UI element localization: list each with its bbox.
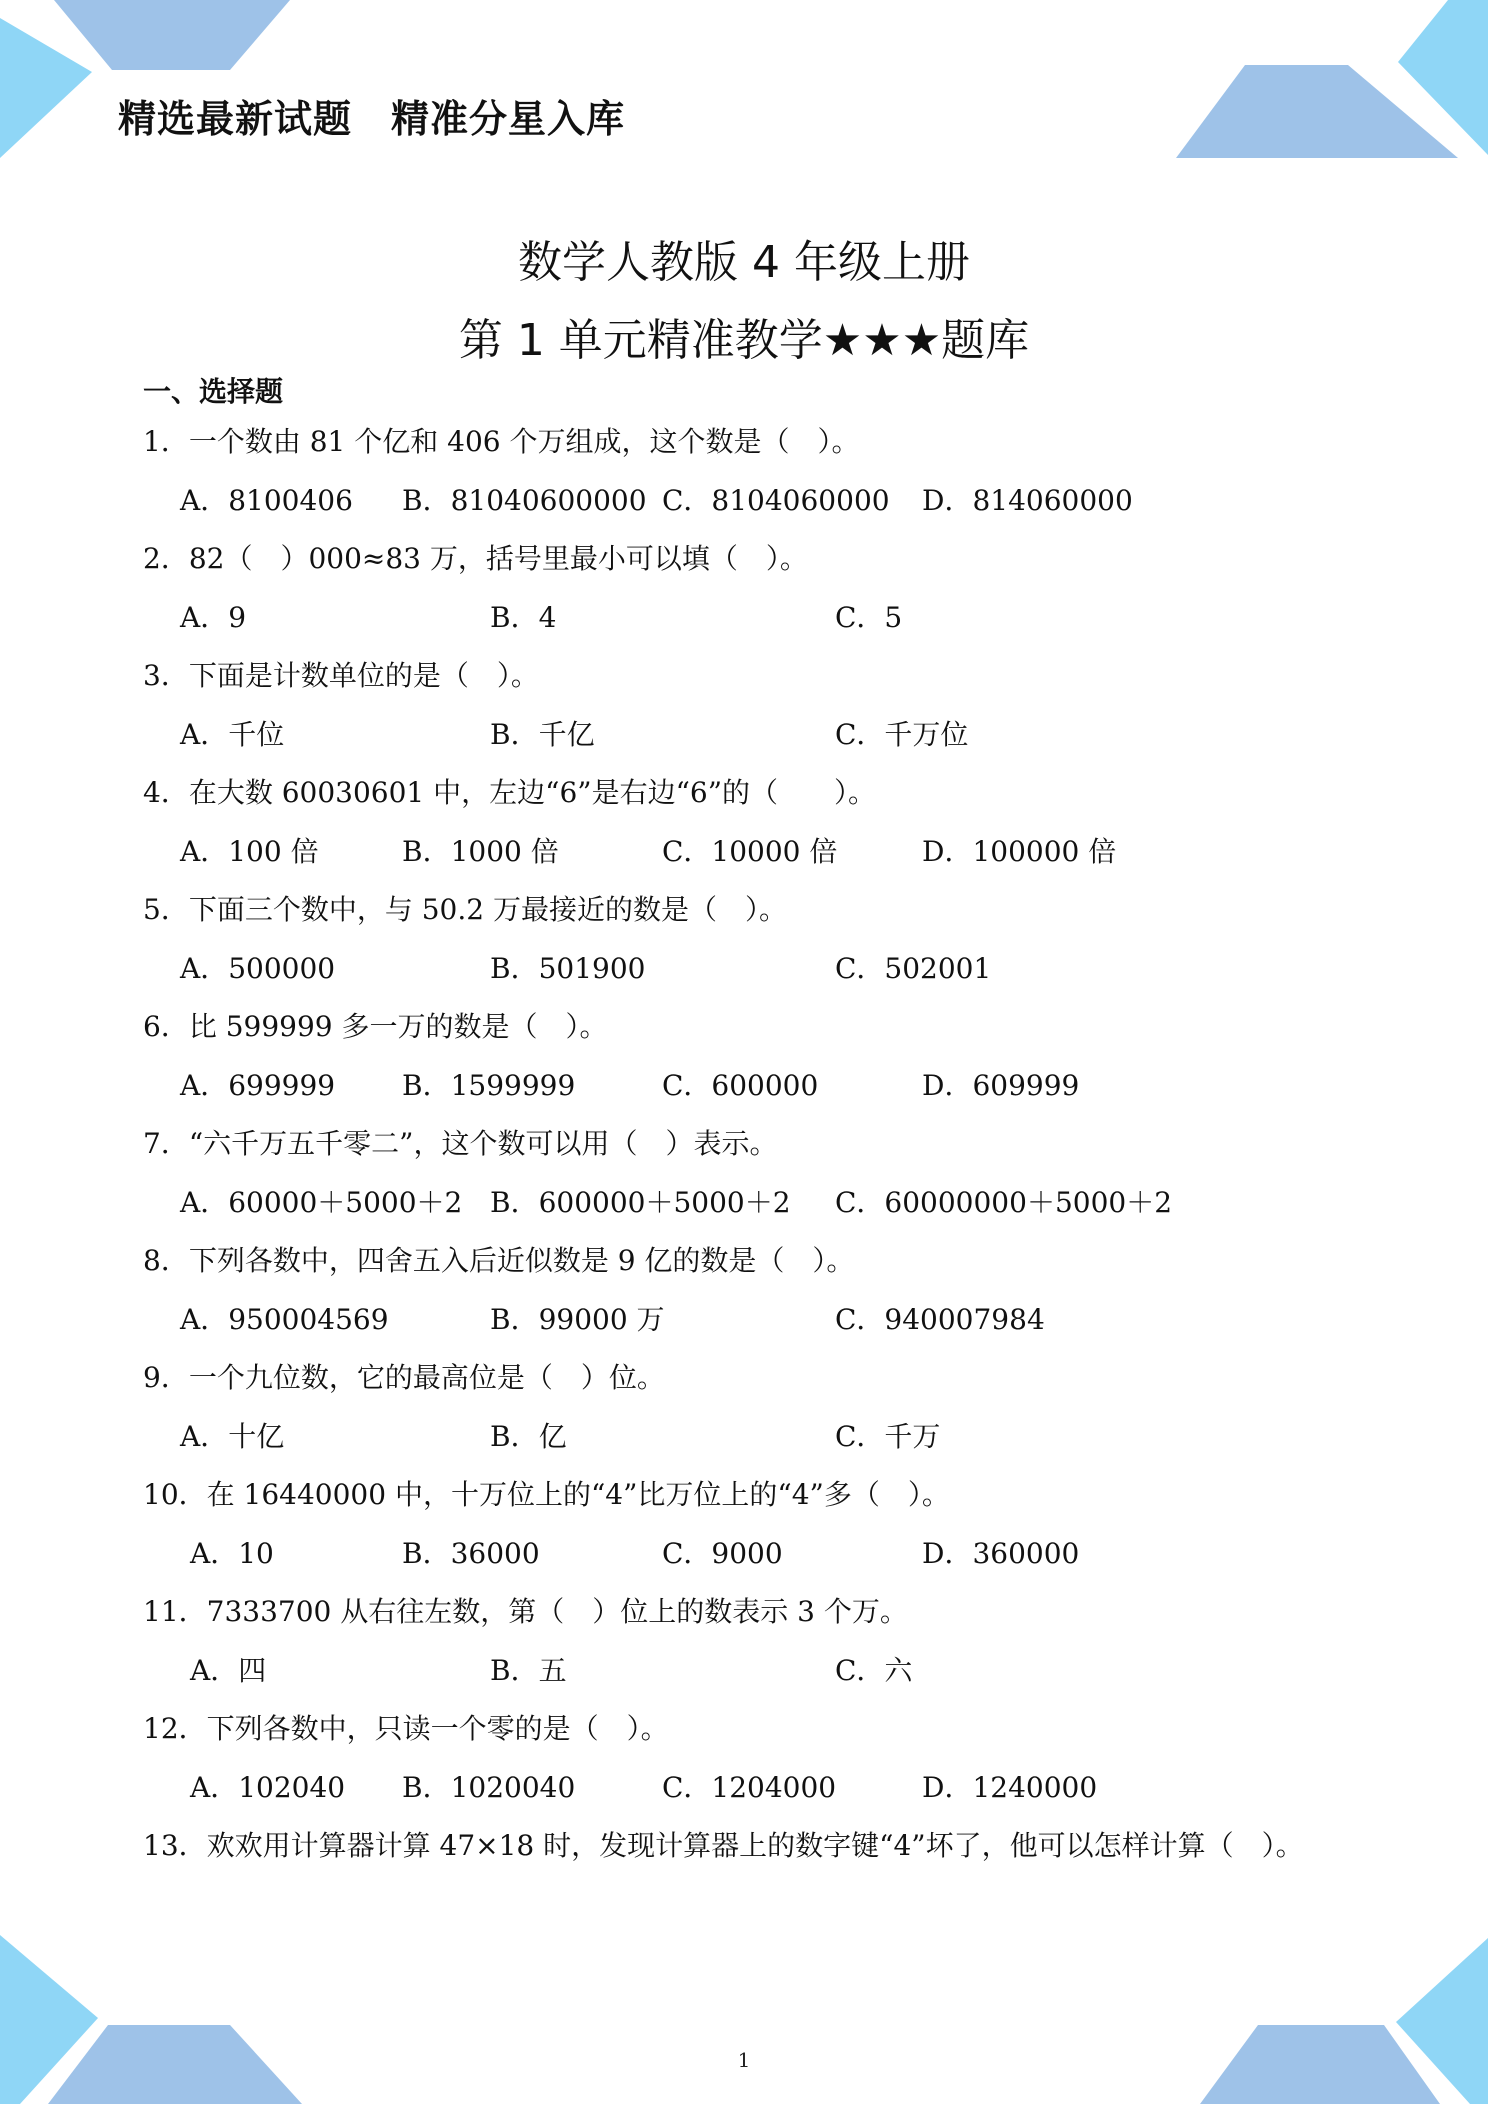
- answer-option: A．四: [190, 1654, 267, 1687]
- answer-option: B．亿: [490, 1420, 567, 1453]
- answer-option: C．8104060000: [662, 484, 890, 517]
- question-stem: 6．比 599999 多一万的数是（ ）。: [143, 1010, 608, 1043]
- answer-option: A．699999: [180, 1069, 336, 1102]
- answer-option: C．600000: [662, 1069, 819, 1102]
- question-stem: 10．在 16440000 中，十万位上的“4”比万位上的“4”多（ ）。: [143, 1478, 950, 1511]
- answer-option: B．36000: [402, 1537, 540, 1570]
- answer-option: C．60000000＋5000＋2: [835, 1186, 1173, 1219]
- answer-option: B．501900: [490, 952, 646, 985]
- answer-option: D．609999: [922, 1069, 1080, 1102]
- answer-option: B．99000 万: [490, 1303, 665, 1336]
- answer-option: D．814060000: [922, 484, 1133, 517]
- answer-option: C．940007984: [835, 1303, 1045, 1336]
- document-title: 数学人教版 4 年级上册: [518, 237, 970, 288]
- document-subtitle: 第 1 单元精准教学★★★题库: [458, 315, 1030, 366]
- answer-option: B．千亿: [490, 718, 595, 751]
- answer-option: D．1240000: [922, 1771, 1098, 1804]
- question-stem: 1．一个数由 81 个亿和 406 个万组成，这个数是（ ）。: [143, 425, 860, 458]
- page-number: 1: [737, 2048, 751, 2072]
- question-stem: 5．下面三个数中，与 50.2 万最接近的数是（ ）。: [143, 893, 787, 926]
- question-stem: 11．7333700 从右往左数，第（ ）位上的数表示 3 个万。: [143, 1595, 908, 1628]
- answer-option: B．600000＋5000＋2: [490, 1186, 791, 1219]
- answer-option: A．10: [190, 1537, 274, 1570]
- answer-option: D．100000 倍: [922, 835, 1117, 868]
- answer-option: A．9: [180, 601, 247, 634]
- answer-option: B．1000 倍: [402, 835, 559, 868]
- answer-option: A．60000＋5000＋2: [180, 1186, 463, 1219]
- answer-option: A．500000: [180, 952, 336, 985]
- question-stem: 3．下面是计数单位的是（ ）。: [143, 659, 539, 692]
- answer-option: C．502001: [835, 952, 992, 985]
- answer-option: A．十亿: [180, 1420, 285, 1453]
- answer-option: A．950004569: [180, 1303, 389, 1336]
- answer-option: B．1599999: [402, 1069, 576, 1102]
- question-stem: 12．下列各数中，只读一个零的是（ ）。: [143, 1712, 669, 1745]
- answer-option: C．1204000: [662, 1771, 837, 1804]
- top-left-triangle: [0, 18, 92, 158]
- answer-option: D．360000: [922, 1537, 1080, 1570]
- answer-option: C．10000 倍: [662, 835, 838, 868]
- section-heading: 一、选择题: [143, 375, 284, 408]
- answer-option: C．5: [835, 601, 903, 634]
- answer-option: A．102040: [190, 1771, 346, 1804]
- question-stem: 13．欢欢用计算器计算 47×18 时，发现计算器上的数字键“4”坏了，他可以怎样计算（ ）。: [143, 1829, 1304, 1862]
- header-tagline: 精选最新试题 精准分星入库: [118, 97, 626, 141]
- question-stem: 2．82（ ）000≈83 万，括号里最小可以填（ ）。: [143, 542, 808, 575]
- question-stem: 7．“六千万五千零二”，这个数可以用（ ）表示。: [143, 1127, 778, 1160]
- answer-option: A．100 倍: [180, 835, 319, 868]
- answer-option: A．千位: [180, 718, 285, 751]
- top-left-trapezoid: [54, 0, 290, 70]
- answer-option: C．9000: [662, 1537, 783, 1570]
- answer-option: A．8100406: [180, 484, 353, 517]
- answer-option: B．1020040: [402, 1771, 576, 1804]
- answer-option: C．千万: [835, 1420, 941, 1453]
- question-stem: 4．在大数 60030601 中，左边“6”是右边“6”的（ ）。: [143, 776, 877, 809]
- question-stem: 8．下列各数中，四舍五入后近似数是 9 亿的数是（ ）。: [143, 1244, 855, 1277]
- answer-option: B．4: [490, 601, 557, 634]
- answer-option: B．81040600000: [402, 484, 647, 517]
- answer-option: B．五: [490, 1654, 567, 1687]
- answer-option: C．六: [835, 1654, 913, 1687]
- answer-option: C．千万位: [835, 718, 969, 751]
- question-stem: 9．一个九位数，它的最高位是（ ）位。: [143, 1361, 665, 1394]
